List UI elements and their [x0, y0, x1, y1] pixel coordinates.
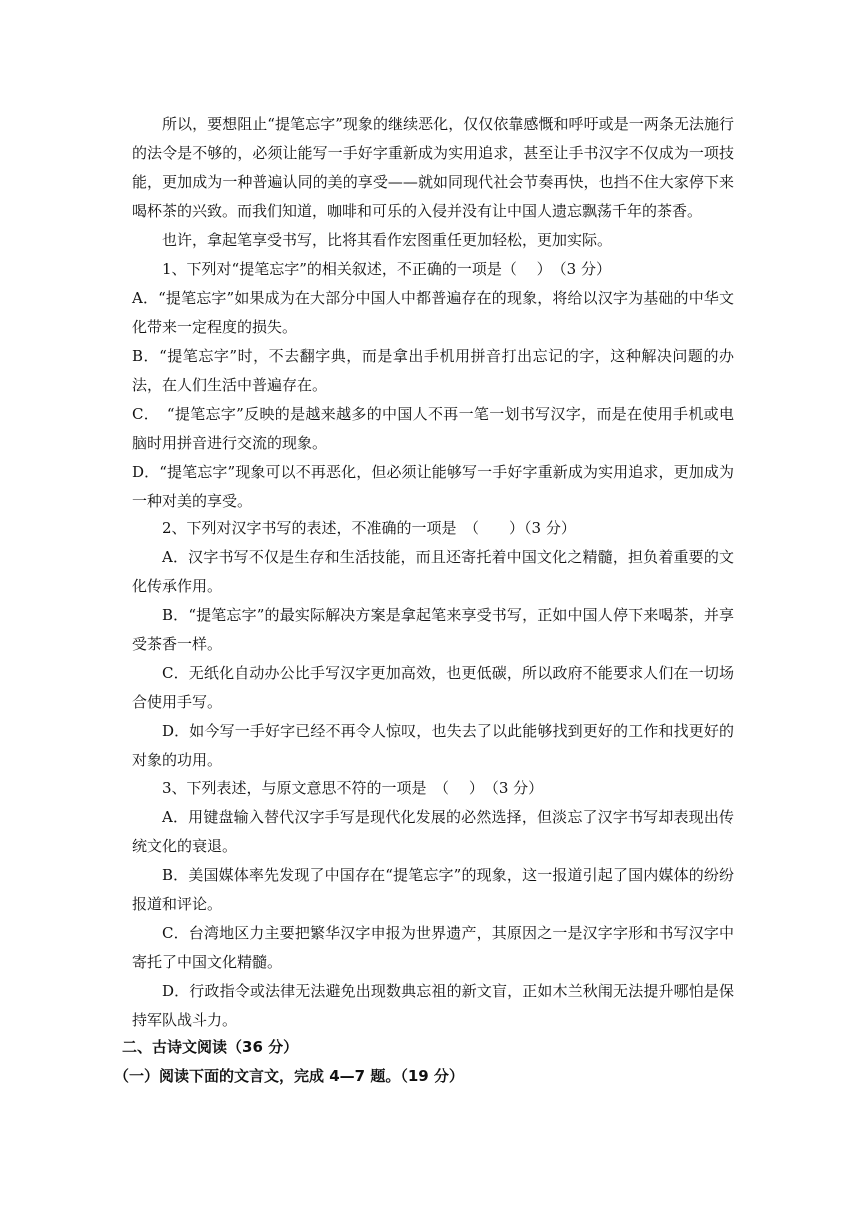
- option-b: B．美国媒体率先发现了中国存在“提笔忘字”的现象，这一报道引起了国内媒体的纷纷报道和评论。: [132, 866, 734, 913]
- subsection-heading: （一）阅读下面的文言文，完成 4—7 题。（19 分）: [114, 1067, 464, 1085]
- option-c: C．台湾地区力主要把繁华汉字申报为世界遗产，其原因之一是汉字字形和书写汉字中寄托了中国文化精髓。: [132, 924, 734, 971]
- option-d: D．“提笔忘字”现象可以不再恶化，但必须让能够写一手好字重新成为实用追求，更加成为一种对美的享受。: [132, 463, 734, 510]
- question-3: [132, 774, 734, 1035]
- section-heading: 二、古诗文阅读（36 分）: [122, 1038, 299, 1056]
- question-stem: 2、下列对汉字书写的表述，不准确的一项是 （ ）（3 分）: [162, 519, 576, 537]
- option-a: A．“提笔忘字”如果成为在大部分中国人中都普遍存在的现象，将给以汉字为基础的中华文化带来一定程度的损失。: [132, 289, 734, 336]
- option-d: D．如今写一手好字已经不再令人惊叹，也失去了以此能够找到更好的工作和找更好的对象的功用。: [132, 722, 734, 769]
- option-b: B．“提笔忘字”的最实际解决方案是拿起笔来享受书写，正如中国人停下来喝茶，并享受茶香一样。: [132, 606, 734, 653]
- question-2: [132, 514, 734, 775]
- passage-paragraph-1: 所以，要想阻止“提笔忘字”现象的继续恶化，仅仅依靠感慨和呼吁或是一两条无法施行的法令是不够的，必须让能写一手好字重新成为实用追求，甚至让手书汉字不仅成为一项技能，更加成为一种普遍认同的美的享受——就如同现代社会节奏再快，也挡不住大家停下来喝杯茶的兴致。而我们知道，咖啡和可乐的入侵并没有让中国人遗忘飘荡千年的茶香。: [132, 115, 734, 220]
- option-b: B．“提笔忘字”时，不去翻字典，而是拿出手机用拼音打出忘记的字，这种解决问题的办法，在人们生活中普遍存在。: [132, 347, 734, 394]
- option-c: C．无纸化自动办公比手写汉字更加高效，也更低碳，所以政府不能要求人们在一切场合使用手写。: [132, 664, 734, 711]
- section-headings: [114, 1033, 734, 1091]
- question-stem: 3、下列表述，与原文意思不符的一项是 （ ） （3 分）: [162, 779, 544, 797]
- passage: [132, 110, 734, 255]
- question-stem: 1、下列对“提笔忘字”的相关叙述，不正确的一项是（ ） （3 分）: [162, 260, 611, 278]
- option-a: A．汉字书写不仅是生存和生活技能，而且还寄托着中国文化之精髓，担负着重要的文化传承作用。: [132, 548, 734, 595]
- question-1: [132, 255, 734, 516]
- option-a: A．用键盘输入替代汉字手写是现代化发展的必然选择，但淡忘了汉字书写却表现出传统文化的衰退。: [132, 808, 734, 855]
- passage-paragraph-2: 也许，拿起笔享受书写，比将其看作宏图重任更加轻松，更加实际。: [162, 231, 613, 249]
- option-d: D．行政指令或法律无法避免出现数典忘祖的新文盲，正如木兰秋闱无法提升哪怕是保持军队战斗力。: [132, 982, 734, 1029]
- option-c: C． “提笔忘字”反映的是越来越多的中国人不再一笔一划书写汉字，而是在使用手机或电脑时用拼音进行交流的现象。: [132, 405, 734, 452]
